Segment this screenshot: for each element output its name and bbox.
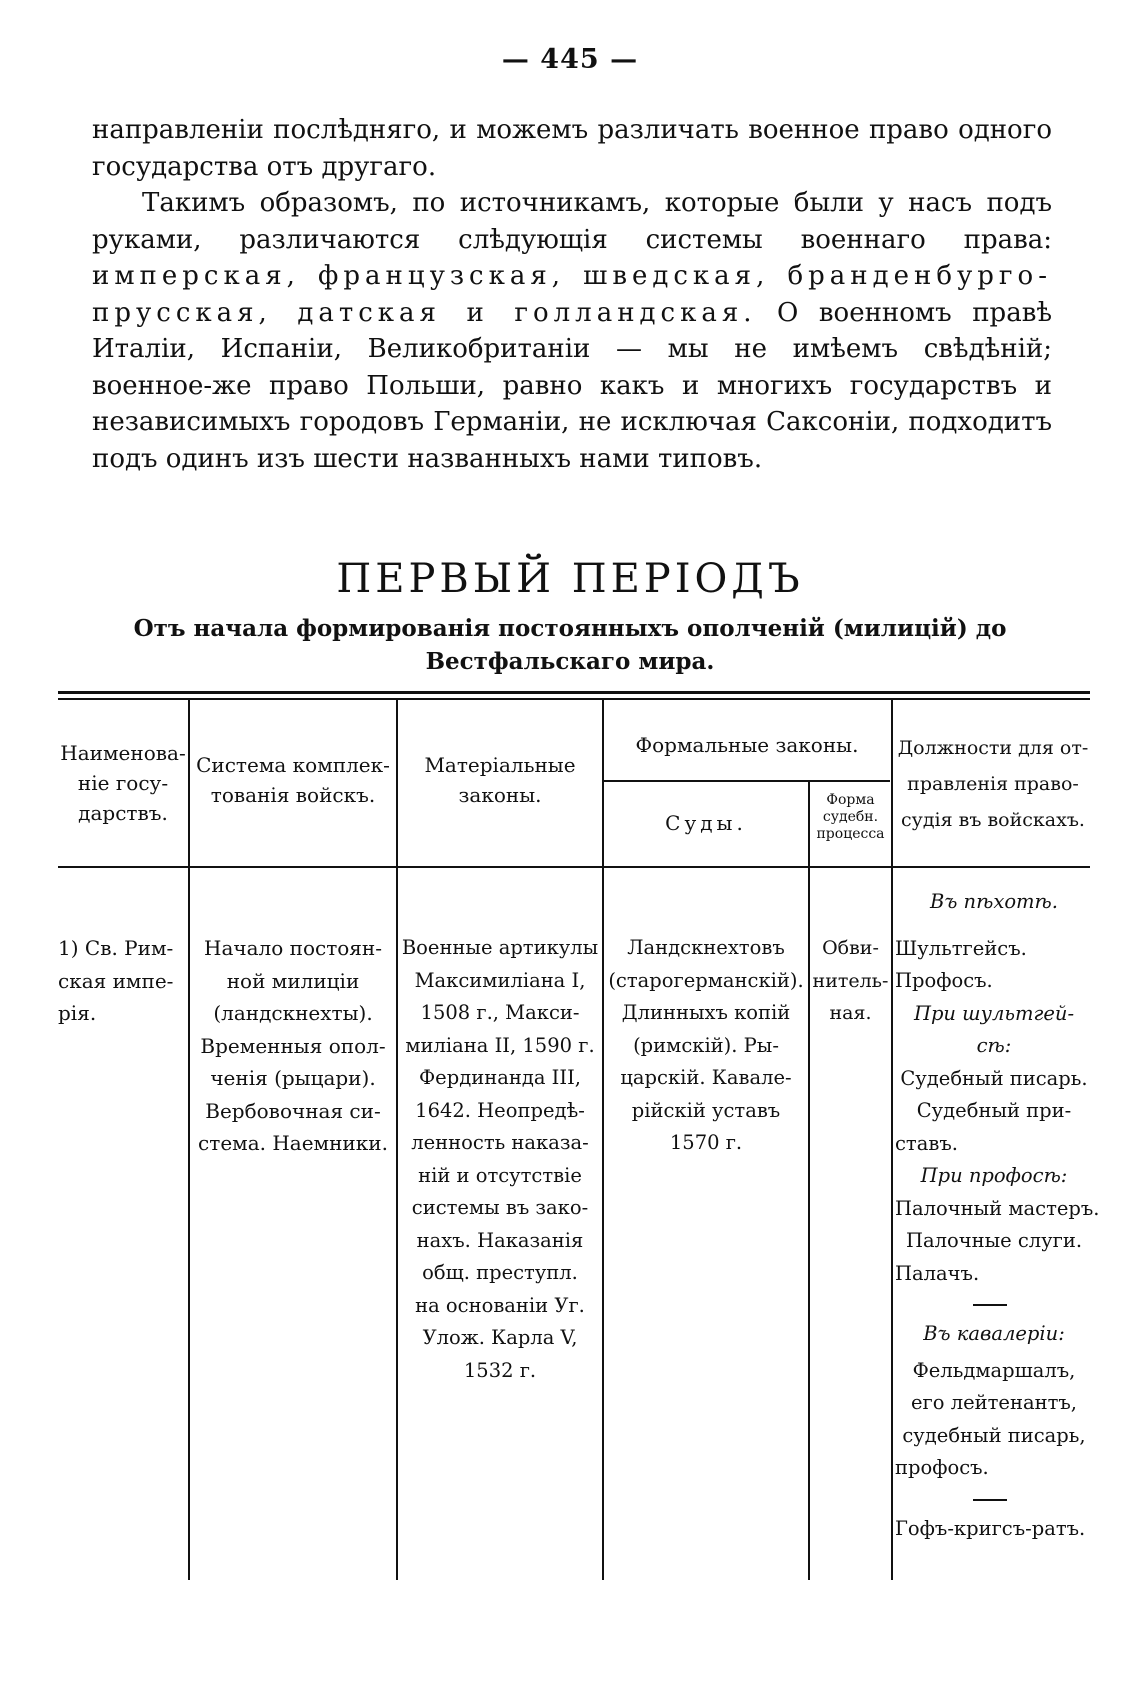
row-courts-line: Длинныхъ копій — [621, 1001, 791, 1024]
intro-paragraph-1 — [92, 112, 1052, 185]
row-courts — [604, 932, 808, 1160]
row-material-line: Военные артикулы — [401, 936, 599, 959]
row-procedure-line: Обви- — [822, 937, 879, 959]
paragraph-1-text: направленіи послѣдняго, и можемъ различать военное право одного государства отъ другаго. — [92, 115, 1052, 182]
row-recruitment-line: стема. Наемники. — [198, 1131, 388, 1155]
header-officials-line: судія въ войскахъ. — [901, 809, 1085, 831]
row-material-line: системы въ зако- — [411, 1196, 589, 1219]
section-dash — [973, 1499, 1007, 1501]
header-state — [58, 738, 188, 828]
row-material-line: 1642. Неопредѣ- — [415, 1098, 585, 1122]
row-state-line: ская импе- — [58, 968, 174, 993]
row-recruitment-line: (ландскнехты). — [213, 1001, 373, 1025]
header-material-line: законы. — [458, 783, 542, 807]
row-material-line: Улож. Карла V, — [422, 1326, 578, 1349]
row-courts-line: (старогерманскій). — [608, 968, 804, 992]
header-formal-laws: Формальные законы. — [635, 733, 859, 757]
row-procedure-line: нитель- — [812, 969, 889, 992]
officials-line: Профосъ. — [895, 969, 993, 992]
row-material-line: ній и отсутствіе — [418, 1163, 582, 1187]
row-material-line: Максимиліана I, — [414, 968, 586, 992]
header-officials-line: правленія право- — [907, 773, 1079, 795]
officials-line: его лейтенантъ, — [911, 1391, 1077, 1414]
row-recruitment-line: ченія (рыцари). — [210, 1066, 376, 1090]
header-recruitment-line: тованія войскъ. — [210, 783, 376, 807]
paragraph-2-part-c: О военномъ правѣ Италіи, Испаніи, Великобританіи — мы не имѣемъ свѣдѣній; военное-же право Польши, равно какъ и многихъ государствъ и независимыхъ городовъ Германіи, не исключая Саксоніи, подходитъ подъ одинъ изъ шести названныхъ нами типовъ. — [92, 297, 1053, 474]
table-top-rule-thick — [58, 691, 1090, 694]
period-title: ПЕРВЫЙ ПЕРІОДЪ — [336, 556, 804, 602]
table-top-rule-thin — [58, 698, 1090, 700]
row-material-line: нахъ. Наказанія — [416, 1228, 584, 1252]
row-material-line: 1532 г. — [463, 1358, 537, 1382]
council-line: Гофъ-кригсъ-ратъ. — [895, 1516, 1086, 1540]
row-material-line: миліана II, 1590 г. — [405, 1033, 595, 1057]
column-divider-4 — [808, 782, 810, 1580]
header-procedure-line: процесса — [816, 826, 885, 842]
officials-line: Палачъ. — [895, 1261, 980, 1285]
row-courts-line: рійскій уставъ — [631, 1098, 781, 1122]
header-material-laws — [398, 750, 602, 810]
paragraph-2-emphasis: имперская, французская, шведская, бранденбурго-прусская, датская и голландская. — [92, 261, 1052, 328]
row-recruitment — [192, 932, 394, 1160]
table-header-rule — [58, 866, 1090, 868]
row-material-line: ленность наказа- — [411, 1131, 589, 1154]
officials-line: Судебный при- — [916, 1099, 1072, 1122]
row-state-line: рія. — [58, 1001, 97, 1025]
cavalry-heading: Въ кавалеріи: — [923, 1322, 1065, 1345]
row-recruitment-line: Начало постоян- — [204, 936, 382, 960]
header-state-line: дарствъ. — [78, 801, 168, 825]
officials-line: судебный писарь, — [902, 1423, 1086, 1447]
schultheiss-heading: сѣ: — [976, 1034, 1012, 1057]
officials-line: Палочные слуги. — [905, 1229, 1083, 1252]
officials-line: ставъ. — [895, 1131, 958, 1155]
formal-laws-subrule — [604, 780, 890, 782]
row-courts-line: 1570 г. — [669, 1131, 743, 1154]
page-number: — 445 — — [501, 44, 639, 75]
row-courts-line: царскій. Кавале- — [620, 1066, 792, 1089]
row-material-line: на основаніи Уг. — [415, 1293, 585, 1317]
paragraph-2-text — [92, 185, 1052, 477]
header-procedure-line: судебн. — [822, 809, 879, 825]
row-procedure — [810, 932, 891, 1030]
header-material-line: Матеріальные — [424, 753, 576, 777]
schultheiss-heading: При шультгей- — [913, 1001, 1075, 1025]
header-procedure-line: Форма — [826, 792, 875, 808]
row-recruitment-line: ной милиціи — [226, 968, 360, 993]
officials-line: Палочный мастеръ. — [895, 1196, 1100, 1220]
officials-line: Фельдмаршалъ, — [912, 1358, 1076, 1382]
infantry-heading: Въ пѣхотѣ. — [930, 890, 1058, 913]
header-recruitment-line: Система комплек- — [196, 753, 390, 777]
row-recruitment-line: Вербовочная си- — [205, 1098, 381, 1123]
row-recruitment-line: Временныя опол- — [200, 1033, 386, 1058]
intro-paragraph-2 — [92, 185, 1052, 477]
paragraph-2-part-a: Такимъ образомъ, по источникамъ, которые были у насъ подъ руками, различаются слѣдующія системы военнаго права: — [92, 188, 1052, 255]
row-material-line: 1508 г., Макси- — [420, 1001, 580, 1024]
row-material-line: общ. преступл. — [422, 1261, 578, 1284]
row-state-line: 1) Св. Рим- — [58, 936, 174, 960]
period-subtitle: Отъ начала формированія постоянныхъ ополченій (милицій) до Вестфальскаго мира. — [133, 615, 1007, 675]
row-courts-line: Ландскнехтовъ — [627, 936, 785, 959]
provost-heading: При профосѣ: — [920, 1164, 1068, 1187]
header-state-line: Наименова- — [60, 741, 186, 765]
row-courts-line: (римскій). Ры- — [633, 1033, 779, 1057]
header-officials — [893, 730, 1093, 838]
officials-line: Судебный писарь. — [900, 1066, 1088, 1090]
header-recruitment — [190, 750, 396, 810]
header-courts: Суды. — [665, 811, 747, 835]
header-procedure — [810, 792, 891, 843]
column-divider-1 — [188, 700, 190, 1580]
officials-line: профосъ. — [895, 1456, 989, 1479]
section-dash — [973, 1304, 1007, 1306]
row-material-line: Фердинанда III, — [419, 1066, 581, 1089]
header-state-line: ніе госу- — [77, 771, 169, 795]
row-material-laws — [398, 932, 602, 1387]
header-officials-line: Должности для от- — [897, 737, 1089, 759]
row-officials — [895, 886, 1100, 1545]
row-state — [58, 932, 186, 1030]
row-procedure-line: ная. — [829, 1002, 872, 1024]
officials-line: Шультгейсъ. — [895, 936, 1027, 960]
